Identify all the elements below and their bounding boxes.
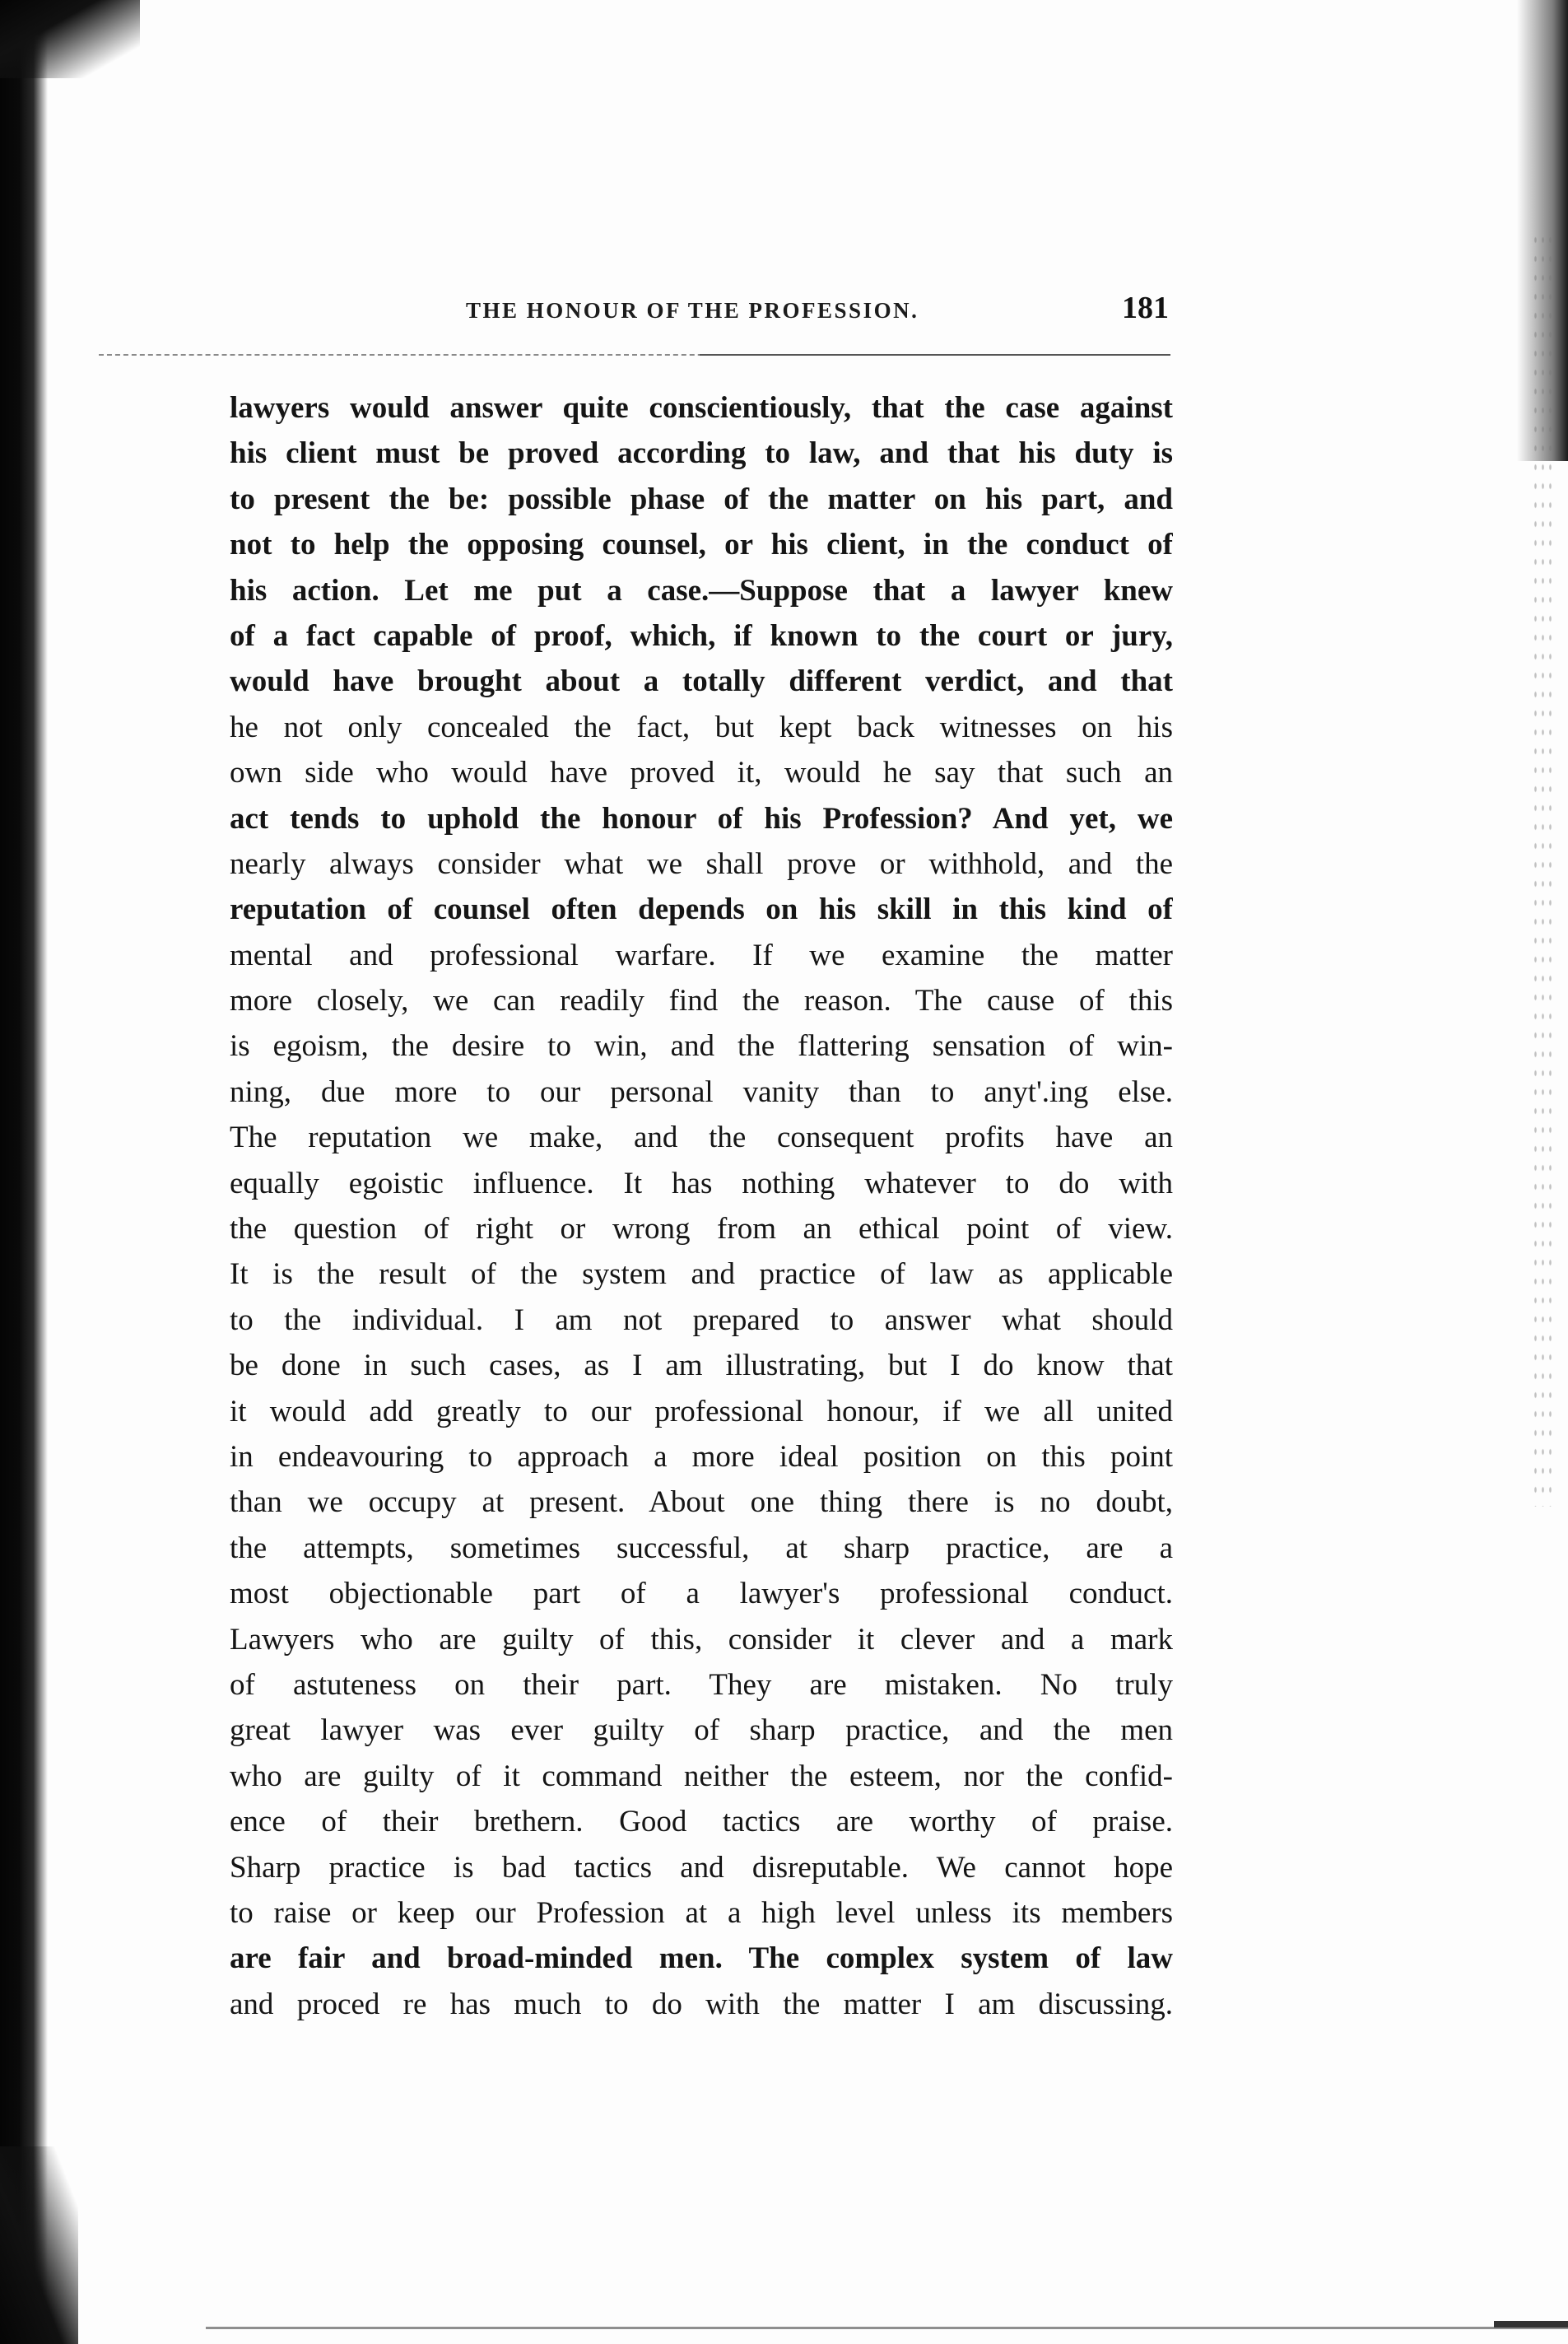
text-line: to the individual. I am not prepared to answer what should bbox=[230, 1302, 1173, 1337]
scan-edge-bottom bbox=[206, 2327, 1568, 2329]
text-line: more closely, we can readily find the reason. The cause of this bbox=[230, 984, 1173, 1018]
scan-speckle-right bbox=[1532, 231, 1556, 1507]
text-line: his action. Let me put a case.—Suppose that a lawyer knew bbox=[230, 573, 1173, 608]
scan-edge-bottom-left bbox=[0, 2146, 78, 2344]
text-line: own side who would have proved it, would he say that such an bbox=[230, 756, 1173, 790]
text-line: his client must be proved according to law, and that his duty is bbox=[230, 436, 1173, 471]
text-line: equally egoistic influence. It has nothing whatever to do with bbox=[230, 1166, 1173, 1200]
text-line: than we occupy at present. About one thing there is no doubt, bbox=[230, 1485, 1173, 1520]
text-line: great lawyer was ever guilty of sharp practice, and the men bbox=[230, 1713, 1173, 1748]
text-line: to present the be: possible phase of the matter on his part, and bbox=[230, 482, 1173, 516]
text-line: of astuteness on their part. They are mistaken. No truly bbox=[230, 1667, 1173, 1702]
scan-edge-left bbox=[0, 0, 48, 2344]
text-line: reputation of counsel often depends on his skill in this kind of bbox=[230, 892, 1173, 927]
text-line: the question of right or wrong from an ethical point of view. bbox=[230, 1212, 1173, 1247]
text-line: to raise or keep our Profession at a high level unless its members bbox=[230, 1895, 1173, 1930]
text-line: not to help the opposing counsel, or his client, in the conduct of bbox=[230, 528, 1173, 562]
text-line: act tends to uphold the honour of his Profession? And yet, we bbox=[230, 801, 1173, 836]
text-line: Lawyers who are guilty of this, consider it clever and a mark bbox=[230, 1622, 1173, 1657]
text-line: nearly always consider what we shall prove or withhold, and the bbox=[230, 846, 1173, 881]
text-line: is egoism, the desire to win, and the flattering sensation of win- bbox=[230, 1029, 1173, 1064]
text-line: most objectionable part of a lawyer's professional conduct. bbox=[230, 1577, 1173, 1611]
text-line: the attempts, sometimes successful, at sharp practice, are a bbox=[230, 1531, 1173, 1565]
scan-edge-bottom-right bbox=[1494, 2321, 1568, 2328]
text-line: it would add greatly to our professional honour, if we all united bbox=[230, 1394, 1173, 1428]
text-line: It is the result of the system and practice of law as applicable bbox=[230, 1257, 1173, 1292]
page-header bbox=[230, 290, 1170, 331]
text-line: ning, due more to our personal vanity than to anyt'.ing else. bbox=[230, 1074, 1173, 1109]
body-text bbox=[230, 385, 1173, 2027]
running-title: THE HONOUR OF THE PROFESSION. bbox=[466, 298, 919, 323]
text-line: lawyers would answer quite conscientiously, that the case against bbox=[230, 391, 1173, 425]
text-line: he not only concealed the fact, but kept back witnesses on his bbox=[230, 710, 1173, 744]
text-line: be done in such cases, as I am illustrating, but I do know that bbox=[230, 1349, 1173, 1383]
text-line: The reputation we make, and the consequent profits have an bbox=[230, 1121, 1173, 1155]
text-line: and proced re has much to do with the matter I am discussing. bbox=[230, 1987, 1173, 2021]
text-line: Sharp practice is bad tactics and disreputable. We cannot hope bbox=[230, 1850, 1173, 1885]
header-rule-solid bbox=[700, 354, 1170, 356]
text-line: are fair and broad-minded men. The complex system of law bbox=[230, 1941, 1173, 1976]
text-line: ence of their brethern. Good tactics are worthy of praise. bbox=[230, 1805, 1173, 1839]
text-line: of a fact capable of proof, which, if known to the court or jury, bbox=[230, 618, 1173, 653]
text-line: who are guilty of it command neither the esteem, nor the confid- bbox=[230, 1759, 1173, 1793]
page-number: 181 bbox=[1122, 291, 1169, 325]
text-line: in endeavouring to approach a more ideal position on this point bbox=[230, 1439, 1173, 1474]
text-line: mental and professional warfare. If we examine the matter bbox=[230, 938, 1173, 972]
text-line: would have brought about a totally different verdict, and that bbox=[230, 664, 1173, 699]
scan-edge-top-left bbox=[0, 0, 140, 78]
